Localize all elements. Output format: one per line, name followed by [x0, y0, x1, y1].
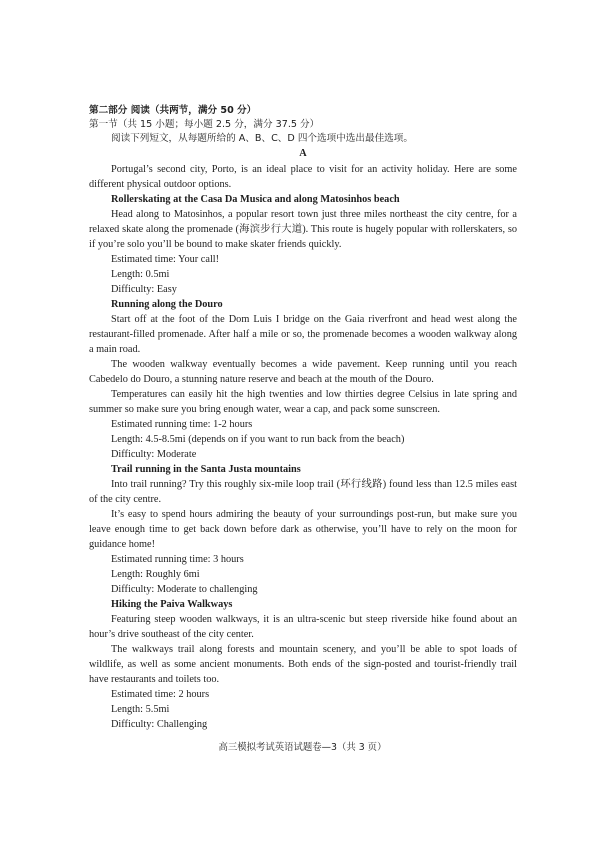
- activity-section: [89, 597, 517, 732]
- page-footer: 高三模拟考试英语试题卷—3（共 3 页）: [218, 742, 387, 753]
- length: Length: 5.5mi: [111, 704, 170, 715]
- difficulty: Difficulty: Moderate: [111, 449, 197, 460]
- difficulty: Difficulty: Challenging: [111, 719, 208, 730]
- paragraph: Start off at the foot of the Dom Luis I bridge on the Gaia riverfront and head west along the restaurant-filled promenade. After half a mile or so, the promenade becomes a wooden walkway along a main road.: [89, 314, 517, 355]
- intro-paragraph: Portugal’s second city, Porto, is an ideal place to visit for an activity holiday. Here are some different physical outdoor options.: [89, 164, 517, 190]
- length: Length: 0.5mi: [111, 269, 170, 280]
- activity-heading: Rollerskating at the Casa Da Musica and along Matosinhos beach: [111, 194, 400, 205]
- difficulty: Difficulty: Easy: [111, 284, 177, 295]
- paragraph: It’s easy to spend hours admiring the beauty of your surroundings post-run, but make sure you leave enough time to get back down before dark as otherwise, you’ll have to rely on the moon for guidance home!: [89, 509, 517, 550]
- activity-heading: Running along the Douro: [111, 299, 223, 310]
- section-title: 第一节（共 15 小题；每小题 2.5 分，满分 37.5 分）: [89, 119, 320, 130]
- length: Length: Roughly 6mi: [111, 569, 200, 580]
- paragraph: Temperatures can easily hit the high twenties and low thirties degree Celsius in late spring and summer so make sure you bring enough water, wear a cap, and pack some sunscreen.: [89, 389, 517, 415]
- instruction: 阅读下列短文，从每题所给的 A、B、C、D 四个选项中选出最佳选项。: [111, 133, 413, 144]
- activity-section: [89, 192, 517, 297]
- paragraph: Head along to Matosinhos, a popular resort town just three miles northeast the city centre, for a relaxed skate along the promenade (海滨步行大道). This route is hugely popular with rollerskaters, so if you’re solo you’ll be bound to make skater friends quickly.: [89, 209, 517, 250]
- paragraph: Featuring steep wooden walkways, it is an ultra-scenic but steep riverside hike found about an hour’s drive southeast of the city center.: [89, 614, 517, 640]
- activity-section: [89, 462, 517, 597]
- activity-section: [89, 297, 517, 462]
- activity-heading: Trail running in the Santa Justa mountains: [111, 464, 301, 475]
- estimated-time: Estimated time: Your call!: [111, 254, 220, 265]
- passage-letter: A: [299, 148, 307, 159]
- length: Length: 4.5-8.5mi (depends on if you want to run back from the beach): [111, 434, 405, 445]
- estimated-time: Estimated time: 2 hours: [111, 689, 210, 700]
- estimated-time: Estimated running time: 3 hours: [111, 554, 244, 565]
- paragraph: Into trail running? Try this roughly six-mile loop trail (环行线路) found less than 12.5 miles east of the city centre.: [89, 479, 517, 505]
- paragraph: The wooden walkway eventually becomes a wide pavement. Keep running until you reach Cabedelo do Douro, a stunning nature reserve and beach at the mouth of the Douro.: [89, 359, 517, 385]
- reading-section: [89, 104, 517, 732]
- paragraph: The walkways trail along forests and mountain scenery, and you’ll be able to spot loads of wildlife, as well as some ancient monuments. Both ends of the sign-posted and tourist-friendly trail have restaurants and toilets too.: [89, 644, 517, 685]
- difficulty: Difficulty: Moderate to challenging: [111, 584, 258, 595]
- estimated-time: Estimated running time: 1-2 hours: [111, 419, 253, 430]
- part-title: 第二部分 阅读（共两节，满分 50 分）: [89, 105, 257, 116]
- activity-heading: Hiking the Paiva Walkways: [111, 599, 233, 610]
